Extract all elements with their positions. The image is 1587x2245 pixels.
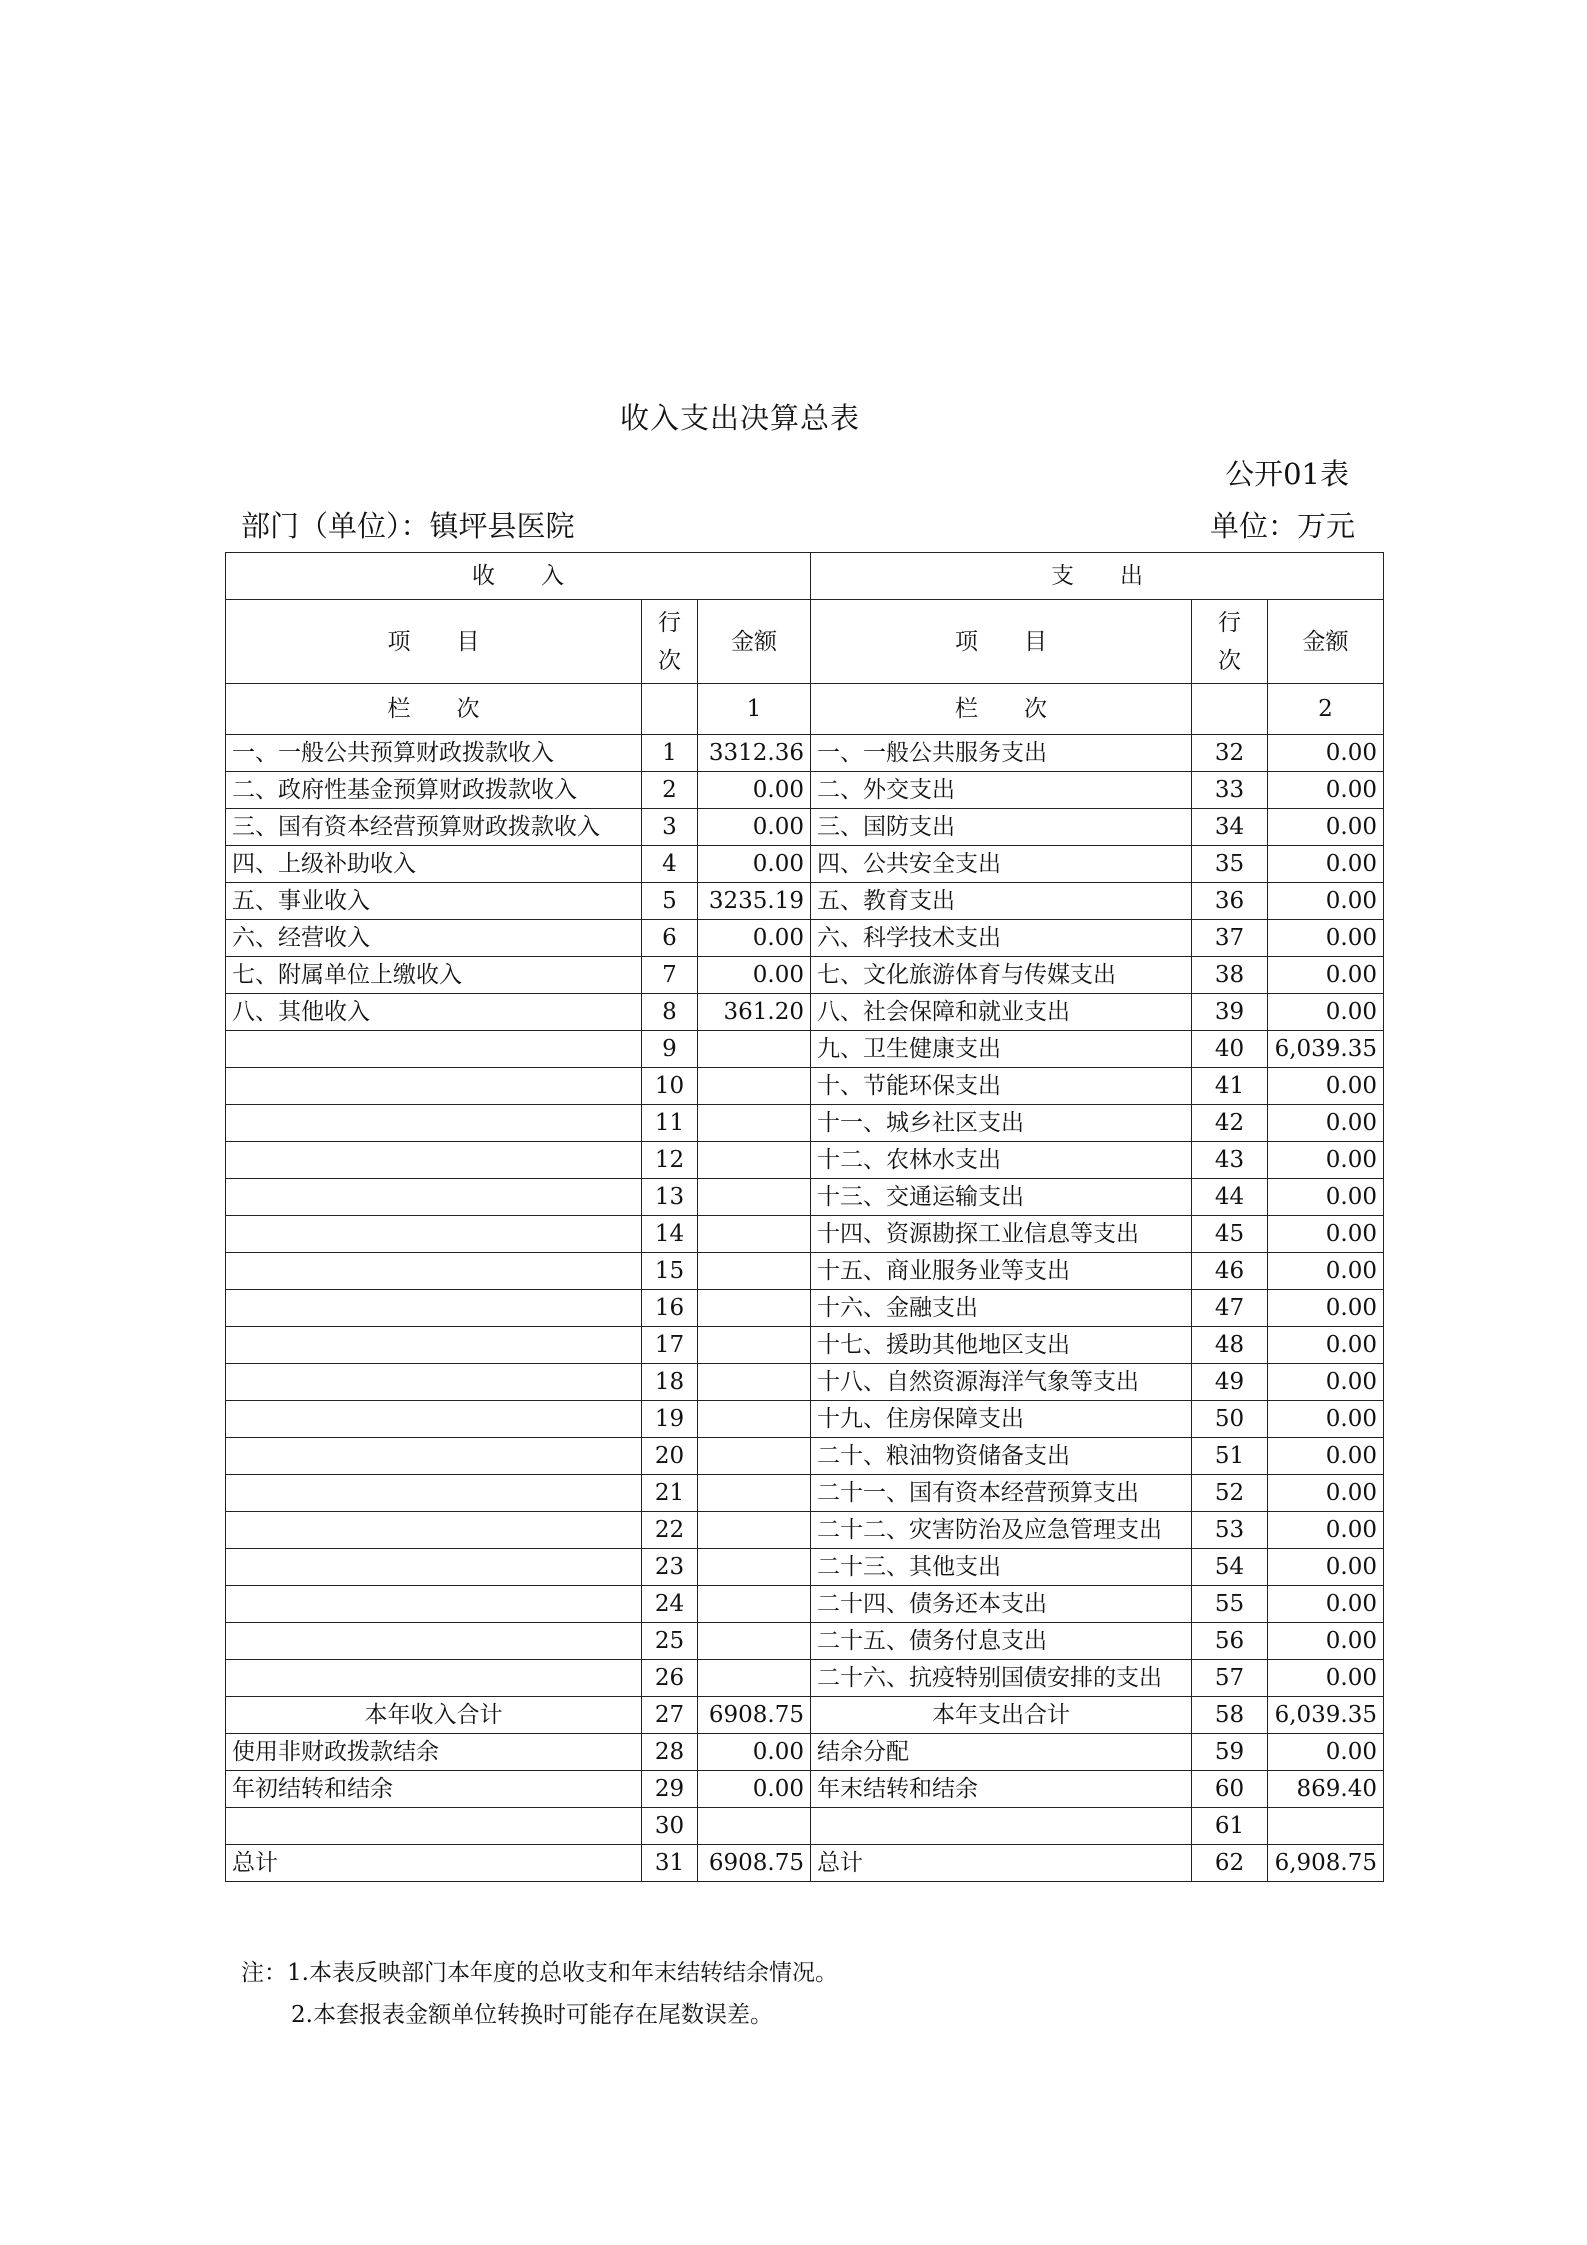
- income-amount: [698, 1179, 811, 1216]
- income-row-number: 16: [642, 1290, 698, 1327]
- expense-amount: 0.00: [1268, 1290, 1384, 1327]
- expense-row-number: 57: [1192, 1660, 1268, 1697]
- table-row: [226, 1216, 1384, 1253]
- income-row-number: 9: [642, 1031, 698, 1068]
- income-amount: [698, 1068, 811, 1105]
- income-amount: [698, 1105, 811, 1142]
- expense-item-name: 十、节能环保支出: [811, 1068, 1192, 1105]
- expense-amount: 0.00: [1268, 1179, 1384, 1216]
- expense-item-name: 二十二、灾害防治及应急管理支出: [811, 1512, 1192, 1549]
- expense-item-name: 二十六、抗疫特别国债安排的支出: [811, 1660, 1192, 1697]
- income-row-number: 20: [642, 1438, 698, 1475]
- income-item-name: [226, 1512, 642, 1549]
- header-row-section: [226, 553, 1384, 600]
- income-row-number: 10: [642, 1068, 698, 1105]
- expense-item-name: 二十五、债务付息支出: [811, 1623, 1192, 1660]
- income-amount: [698, 1401, 811, 1438]
- table-row: [226, 1253, 1384, 1290]
- income-amount: [698, 1364, 811, 1401]
- income-col-number: 1: [698, 684, 811, 735]
- form-code: 公开01表: [1225, 457, 1349, 491]
- expense-item-name: 八、社会保障和就业支出: [811, 994, 1192, 1031]
- table-row: [226, 1290, 1384, 1327]
- income-begin-carryover-amount: 0.00: [698, 1771, 811, 1808]
- income-item-name: 六、经营收入: [226, 920, 642, 957]
- table-row: [226, 1105, 1384, 1142]
- income-blank-no: 30: [642, 1808, 698, 1845]
- income-amount: [698, 1031, 811, 1068]
- expense-row-number: 35: [1192, 846, 1268, 883]
- income-amount: [698, 1660, 811, 1697]
- expense-row-number: 49: [1192, 1364, 1268, 1401]
- income-item-name: [226, 1179, 642, 1216]
- expense-amount: 0.00: [1268, 1438, 1384, 1475]
- table-row-grand-total: [226, 1845, 1384, 1882]
- expense-row-number: 33: [1192, 772, 1268, 809]
- table-row: [226, 1401, 1384, 1438]
- income-amount: 3235.19: [698, 883, 811, 920]
- expense-row-number: 40: [1192, 1031, 1268, 1068]
- notes: [241, 1952, 838, 2036]
- table-row: [226, 1586, 1384, 1623]
- expense-row-number: 51: [1192, 1438, 1268, 1475]
- income-amount: 0.00: [698, 809, 811, 846]
- income-lanci-blank: [642, 684, 698, 735]
- income-item-name: [226, 1142, 642, 1179]
- expense-item-name: 五、教育支出: [811, 883, 1192, 920]
- table-row: [226, 957, 1384, 994]
- income-row-number: 17: [642, 1327, 698, 1364]
- income-amount: [698, 1290, 811, 1327]
- income-item-name: 五、事业收入: [226, 883, 642, 920]
- table-row: [226, 1068, 1384, 1105]
- expense-blank-amount: [1268, 1808, 1384, 1845]
- income-row-number: 25: [642, 1623, 698, 1660]
- expense-row-number: 39: [1192, 994, 1268, 1031]
- expense-row-number: 44: [1192, 1179, 1268, 1216]
- expense-end-carryover-label: 年末结转和结余: [811, 1771, 1192, 1808]
- expense-col-number: 2: [1268, 684, 1384, 735]
- income-item-name: 二、政府性基金预算财政拨款收入: [226, 772, 642, 809]
- income-amount: 3312.36: [698, 735, 811, 772]
- table-row: [226, 1179, 1384, 1216]
- expense-row-number: 47: [1192, 1290, 1268, 1327]
- expense-item-name: 二十一、国有资本经营预算支出: [811, 1475, 1192, 1512]
- income-item-name: [226, 1660, 642, 1697]
- table-row: [226, 1438, 1384, 1475]
- income-row-number: 5: [642, 883, 698, 920]
- expense-item-name: 十三、交通运输支出: [811, 1179, 1192, 1216]
- expense-amount: 0.00: [1268, 1512, 1384, 1549]
- income-lanci: 栏 次: [226, 684, 642, 735]
- income-row-number: 15: [642, 1253, 698, 1290]
- table-row-carryover: [226, 1771, 1384, 1808]
- table-row: [226, 920, 1384, 957]
- table-row: [226, 772, 1384, 809]
- income-amount-header: 金额: [698, 600, 811, 684]
- income-amount: [698, 1216, 811, 1253]
- income-item-name: [226, 1438, 642, 1475]
- expense-lanci-blank: [1192, 684, 1268, 735]
- note-line-2: 2.本套报表金额单位转换时可能存在尾数误差。: [291, 2002, 773, 2028]
- income-row-number: 26: [642, 1660, 698, 1697]
- income-rowno-header: [642, 600, 698, 684]
- expense-distribution-label: 结余分配: [811, 1734, 1192, 1771]
- income-amount: [698, 1142, 811, 1179]
- income-row-number: 4: [642, 846, 698, 883]
- expense-blank-no: 61: [1192, 1808, 1268, 1845]
- income-begin-carryover-label: 年初结转和结余: [226, 1771, 642, 1808]
- expense-distribution-amount: 0.00: [1268, 1734, 1384, 1771]
- expense-end-carryover-amount: 869.40: [1268, 1771, 1384, 1808]
- expense-amount: 6,039.35: [1268, 1031, 1384, 1068]
- income-item-name: [226, 1401, 642, 1438]
- expense-row-number: 37: [1192, 920, 1268, 957]
- table-row: [226, 1364, 1384, 1401]
- note-line-1: 注：1.本表反映部门本年度的总收支和年末结转结余情况。: [241, 1960, 838, 1986]
- income-blank-label: [226, 1808, 642, 1845]
- income-item-name: 三、国有资本经营预算财政拨款收入: [226, 809, 642, 846]
- income-item-name: [226, 1327, 642, 1364]
- expense-item-name: 十九、住房保障支出: [811, 1401, 1192, 1438]
- expense-rowno-text: 行次: [1218, 609, 1241, 674]
- expense-item-name: 十四、资源勘探工业信息等支出: [811, 1216, 1192, 1253]
- unit-label: 单位：万元: [1209, 509, 1355, 543]
- income-item-name: [226, 1253, 642, 1290]
- income-rowno-text: 行次: [658, 609, 681, 674]
- budget-summary-table: [225, 552, 1384, 1882]
- income-amount: [698, 1438, 811, 1475]
- expense-item-name: 十五、商业服务业等支出: [811, 1253, 1192, 1290]
- expense-row-number: 54: [1192, 1549, 1268, 1586]
- income-item-name: [226, 1549, 642, 1586]
- income-grand-total-no: 31: [642, 1845, 698, 1882]
- table-row: [226, 1512, 1384, 1549]
- expense-item-name: 二十四、债务还本支出: [811, 1586, 1192, 1623]
- department-label: 部门（单位）：镇坪县医院: [241, 509, 575, 543]
- table-row: [226, 994, 1384, 1031]
- income-item-name: 一、一般公共预算财政拨款收入: [226, 735, 642, 772]
- expense-end-carryover-no: 60: [1192, 1771, 1268, 1808]
- income-amount: [698, 1475, 811, 1512]
- expense-amount: 0.00: [1268, 1142, 1384, 1179]
- expense-row-number: 46: [1192, 1253, 1268, 1290]
- expense-row-number: 36: [1192, 883, 1268, 920]
- income-row-number: 11: [642, 1105, 698, 1142]
- expense-amount: 0.00: [1268, 994, 1384, 1031]
- expense-year-total-label: 本年支出合计: [811, 1697, 1192, 1734]
- income-row-number: 1: [642, 735, 698, 772]
- income-begin-carryover-no: 29: [642, 1771, 698, 1808]
- expense-grand-total-no: 62: [1192, 1845, 1268, 1882]
- income-row-number: 23: [642, 1549, 698, 1586]
- expense-row-number: 45: [1192, 1216, 1268, 1253]
- expense-row-number: 38: [1192, 957, 1268, 994]
- income-year-total-no: 27: [642, 1697, 698, 1734]
- expense-item-name: 九、卫生健康支出: [811, 1031, 1192, 1068]
- income-amount: 0.00: [698, 957, 811, 994]
- expense-item-name: 三、国防支出: [811, 809, 1192, 846]
- income-item-name: [226, 1031, 642, 1068]
- expense-row-number: 52: [1192, 1475, 1268, 1512]
- table-row: [226, 1142, 1384, 1179]
- expense-grand-total-amount: 6,908.75: [1268, 1845, 1384, 1882]
- expense-amount: 0.00: [1268, 1253, 1384, 1290]
- income-row-number: 6: [642, 920, 698, 957]
- table-row: [226, 735, 1384, 772]
- table-row: [226, 1327, 1384, 1364]
- expense-row-number: 53: [1192, 1512, 1268, 1549]
- expense-amount: 0.00: [1268, 1068, 1384, 1105]
- income-amount: [698, 1586, 811, 1623]
- table-row-year-total: [226, 1697, 1384, 1734]
- income-item-name: 八、其他收入: [226, 994, 642, 1031]
- expense-row-number: 34: [1192, 809, 1268, 846]
- income-item-name: [226, 1290, 642, 1327]
- expense-amount: 0.00: [1268, 809, 1384, 846]
- expense-item-name: 七、文化旅游体育与传媒支出: [811, 957, 1192, 994]
- income-item-name: [226, 1105, 642, 1142]
- expense-row-number: 48: [1192, 1327, 1268, 1364]
- income-row-number: 7: [642, 957, 698, 994]
- expense-item-name: 六、科学技术支出: [811, 920, 1192, 957]
- expense-item-name: 二十三、其他支出: [811, 1549, 1192, 1586]
- expense-amount: 0.00: [1268, 1327, 1384, 1364]
- expense-item-name: 二十、粮油物资储备支出: [811, 1438, 1192, 1475]
- expense-amount: 0.00: [1268, 957, 1384, 994]
- page-title: 收入支出决算总表: [619, 401, 860, 435]
- header-row-columns: [226, 600, 1384, 684]
- table-row: [226, 1660, 1384, 1697]
- income-item-name: [226, 1623, 642, 1660]
- expense-item-name: 十七、援助其他地区支出: [811, 1327, 1192, 1364]
- expense-amount: 0.00: [1268, 1216, 1384, 1253]
- income-row-number: 13: [642, 1179, 698, 1216]
- header-row-lanci: [226, 684, 1384, 735]
- income-item-name: [226, 1216, 642, 1253]
- expense-amount: 0.00: [1268, 883, 1384, 920]
- expense-row-number: 41: [1192, 1068, 1268, 1105]
- income-row-number: 14: [642, 1216, 698, 1253]
- income-amount: [698, 1327, 811, 1364]
- income-year-total-amount: 6908.75: [698, 1697, 811, 1734]
- expense-distribution-no: 59: [1192, 1734, 1268, 1771]
- table-row: [226, 1623, 1384, 1660]
- expense-rowno-header: [1192, 600, 1268, 684]
- expense-row-number: 56: [1192, 1623, 1268, 1660]
- table-row: [226, 1031, 1384, 1068]
- expense-amount: 0.00: [1268, 1549, 1384, 1586]
- income-grand-total-amount: 6908.75: [698, 1845, 811, 1882]
- income-row-number: 3: [642, 809, 698, 846]
- table-row: [226, 883, 1384, 920]
- expense-item-header: 项 目: [811, 600, 1192, 684]
- expense-amount: 0.00: [1268, 920, 1384, 957]
- income-item-name: 七、附属单位上缴收入: [226, 957, 642, 994]
- expense-row-number: 32: [1192, 735, 1268, 772]
- expense-blank-label: [811, 1808, 1192, 1845]
- expense-amount: 0.00: [1268, 1623, 1384, 1660]
- expense-item-name: 十一、城乡社区支出: [811, 1105, 1192, 1142]
- income-amount: 361.20: [698, 994, 811, 1031]
- income-nonfiscal-label: 使用非财政拨款结余: [226, 1734, 642, 1771]
- table-row: [226, 846, 1384, 883]
- expense-lanci: 栏 次: [811, 684, 1192, 735]
- expense-item-name: 一、一般公共服务支出: [811, 735, 1192, 772]
- income-header: 收 入: [226, 553, 811, 600]
- income-grand-total-label: 总计: [226, 1845, 642, 1882]
- income-amount: [698, 1549, 811, 1586]
- expense-amount: 0.00: [1268, 846, 1384, 883]
- expense-amount: 0.00: [1268, 1105, 1384, 1142]
- income-item-name: [226, 1364, 642, 1401]
- expense-row-number: 43: [1192, 1142, 1268, 1179]
- expense-year-total-no: 58: [1192, 1697, 1268, 1734]
- income-item-name: [226, 1475, 642, 1512]
- income-nonfiscal-amount: 0.00: [698, 1734, 811, 1771]
- expense-amount: 0.00: [1268, 1364, 1384, 1401]
- income-row-number: 19: [642, 1401, 698, 1438]
- expense-amount: 0.00: [1268, 1475, 1384, 1512]
- income-row-number: 22: [642, 1512, 698, 1549]
- expense-amount: 0.00: [1268, 1660, 1384, 1697]
- income-row-number: 24: [642, 1586, 698, 1623]
- expense-header: 支 出: [811, 553, 1384, 600]
- table-row-blank: [226, 1808, 1384, 1845]
- income-row-number: 18: [642, 1364, 698, 1401]
- expense-item-name: 十二、农林水支出: [811, 1142, 1192, 1179]
- expense-amount-header: 金额: [1268, 600, 1384, 684]
- income-blank-amount: [698, 1808, 811, 1845]
- expense-item-name: 十八、自然资源海洋气象等支出: [811, 1364, 1192, 1401]
- income-row-number: 12: [642, 1142, 698, 1179]
- income-item-header: 项 目: [226, 600, 642, 684]
- expense-amount: 0.00: [1268, 1586, 1384, 1623]
- income-amount: [698, 1623, 811, 1660]
- income-nonfiscal-no: 28: [642, 1734, 698, 1771]
- table-row: [226, 809, 1384, 846]
- income-row-number: 21: [642, 1475, 698, 1512]
- income-amount: 0.00: [698, 846, 811, 883]
- expense-item-name: 二、外交支出: [811, 772, 1192, 809]
- expense-row-number: 42: [1192, 1105, 1268, 1142]
- income-row-number: 8: [642, 994, 698, 1031]
- income-item-name: [226, 1586, 642, 1623]
- expense-year-total-amount: 6,039.35: [1268, 1697, 1384, 1734]
- table-row: [226, 1549, 1384, 1586]
- income-row-number: 2: [642, 772, 698, 809]
- income-amount: 0.00: [698, 920, 811, 957]
- expense-amount: 0.00: [1268, 772, 1384, 809]
- income-item-name: [226, 1068, 642, 1105]
- income-amount: [698, 1253, 811, 1290]
- expense-item-name: 十六、金融支出: [811, 1290, 1192, 1327]
- expense-grand-total-label: 总计: [811, 1845, 1192, 1882]
- expense-amount: 0.00: [1268, 1401, 1384, 1438]
- income-year-total-label: 本年收入合计: [226, 1697, 642, 1734]
- table-row: [226, 1475, 1384, 1512]
- expense-amount: 0.00: [1268, 735, 1384, 772]
- income-amount: 0.00: [698, 772, 811, 809]
- expense-item-name: 四、公共安全支出: [811, 846, 1192, 883]
- expense-row-number: 50: [1192, 1401, 1268, 1438]
- expense-row-number: 55: [1192, 1586, 1268, 1623]
- table-row-nonfiscal: [226, 1734, 1384, 1771]
- income-item-name: 四、上级补助收入: [226, 846, 642, 883]
- income-amount: [698, 1512, 811, 1549]
